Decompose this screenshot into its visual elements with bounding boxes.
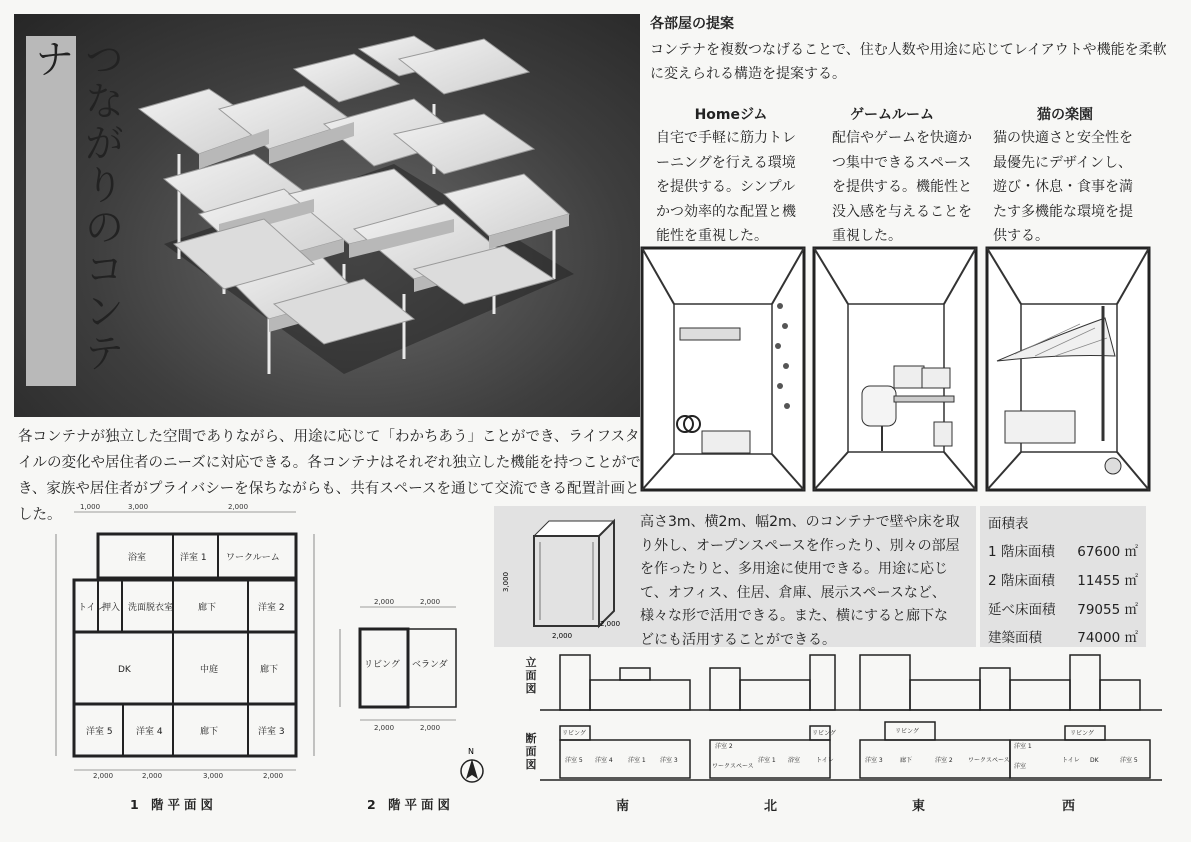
room-wash: 洗面脱衣室 xyxy=(128,603,174,613)
sec-s-0: リビング xyxy=(562,730,586,737)
sec-w-5: 洋室 5 xyxy=(1120,757,1138,764)
room-dk: DK xyxy=(118,665,131,675)
room-body-gym: 自宅で手軽に筋力トレーニングを行える環境を提供する。シンプルかつ効率的な配置と機能性を重視した。 xyxy=(656,130,796,244)
dim-bottom-3: 2,000 xyxy=(263,772,284,780)
sec-e-0: リビング xyxy=(895,728,919,735)
direction-north: 北 xyxy=(764,799,778,814)
container-dim-h: 3,000 xyxy=(502,571,510,592)
sketch-game-room xyxy=(812,246,978,492)
room-work: ワークルーム xyxy=(226,553,280,563)
area-row: 1 階床面積 67600 ㎡ xyxy=(988,544,1138,560)
room-hall3: 廊下 xyxy=(200,727,219,737)
sec-s-2: 洋室 4 xyxy=(595,757,613,764)
area-row: 建築面積 74000 ㎡ xyxy=(988,630,1138,646)
dim-bottom-1: 2,000 xyxy=(142,772,163,780)
container-info-text: 高さ3m、横2m、幅2m、のコンテナで壁や床を取り外し、オープンスペースを作ったり、別々の部屋を作ったりと、多用途に使用できる。用途に応じて、オフィス、住居、倉庫、展示スペースなど、様々な形で活用できる。また、横にすると廊下などにも活用することができる。 xyxy=(640,514,960,648)
title-banner xyxy=(26,36,124,386)
dim-bottom-2: 3,000 xyxy=(203,772,224,780)
sec-s-4: 洋室 3 xyxy=(660,757,678,764)
sec-w-1: リビング xyxy=(1070,730,1094,737)
dim-top-1: 3,000 xyxy=(128,503,149,511)
sec-n-5: リビング xyxy=(812,730,836,737)
dim-top-2: 2,000 xyxy=(228,503,249,511)
area-row: 2 階床面積 11455 ㎡ xyxy=(988,573,1138,589)
sec-w-4: DK xyxy=(1090,757,1099,764)
container-dim-w: 2,000 xyxy=(552,632,573,640)
sec-e-4: ワークスペース xyxy=(968,757,1010,764)
sec-s-3: 洋室 1 xyxy=(628,757,646,764)
sec-w-0: 洋室 1 xyxy=(1014,743,1032,750)
room-bath: 浴室 xyxy=(128,553,147,563)
floor2-plan xyxy=(330,595,490,735)
room-oshi: 押入 xyxy=(102,603,121,613)
f2-dim-0: 2,000 xyxy=(374,598,395,606)
room-living: リビング xyxy=(364,660,400,670)
area-table xyxy=(980,506,1146,647)
room-title-gym: Homeジム xyxy=(694,107,768,123)
sec-n-2: 洋室 1 xyxy=(758,757,776,764)
floor1-label: 1 階平面図 xyxy=(130,797,218,812)
room-toilet: トイレ xyxy=(78,603,105,613)
room-court: 中庭 xyxy=(200,665,219,675)
sec-e-2: 廊下 xyxy=(900,757,913,764)
f2-dim-2: 2,000 xyxy=(374,724,395,732)
f2-dim-3: 2,000 xyxy=(420,724,441,732)
sec-n-1: ワークスペース xyxy=(712,763,754,770)
section-label: 断面図 xyxy=(525,732,537,771)
room-body-game: 配信やゲームを快適かつ集中できるスペースを提供する。機能性と没入感を与えることを重視した。 xyxy=(832,130,972,244)
room-w3: 洋室 3 xyxy=(258,727,285,737)
direction-west: 西 xyxy=(1062,799,1076,814)
sec-e-3: 洋室 2 xyxy=(935,757,953,764)
room-title-cat: 猫の楽園 xyxy=(1037,107,1093,123)
sec-n-4: トイレ xyxy=(816,757,834,764)
sec-w-3: トイレ xyxy=(1062,757,1080,764)
sketch-gym xyxy=(640,246,806,492)
sketch-cat-paradise xyxy=(985,246,1151,492)
area-table-title: 面積表 xyxy=(988,516,1029,532)
elevation-label: 立面図 xyxy=(525,656,537,695)
proposal-intro: コンテナを複数つなげることで、住む人数や用途に応じてレイアウトや機能を柔軟に変えられる構造を提案する。 xyxy=(650,42,1167,82)
room-veranda: ベランダ xyxy=(412,660,448,670)
room-body-cat: 猫の快適さと安全性を最優先にデザインし、遊び・休息・食事を満たす多機能な環境を提供する。 xyxy=(993,130,1133,244)
north-arrow-icon xyxy=(458,745,486,787)
sec-w-2: 洋室 xyxy=(1014,763,1027,770)
room-title-game: ゲームルーム xyxy=(850,107,934,123)
sec-e-1: 洋室 3 xyxy=(865,757,883,764)
container-dim-d: 2,000 xyxy=(600,620,621,628)
direction-south: 南 xyxy=(616,799,630,814)
dim-top-0: 1,000 xyxy=(80,503,101,511)
room-hall2: 廊下 xyxy=(260,665,279,675)
room-w2: 洋室 2 xyxy=(258,603,285,613)
design-description: 各コンテナが独立した空間でありながら、用途に応じて「わかちあう」ことができ、ライフスタイルの変化や居住者のニーズに対応できる。各コンテナはそれぞれ独立した機能を持つことができ、家族や居住者がプライバシーを保ちながらも、共有スペースを通じて交流できる配置計画とした。 xyxy=(18,429,641,523)
north-label: N xyxy=(468,747,474,756)
room-w4: 洋室 4 xyxy=(136,727,163,737)
container-diagram xyxy=(494,506,634,647)
room-w5: 洋室 5 xyxy=(86,727,113,737)
dim-bottom-0: 2,000 xyxy=(93,772,114,780)
floor2-label: 2 階平面図 xyxy=(367,797,455,812)
room-w1: 洋室 1 xyxy=(180,553,207,563)
floor1-plan xyxy=(48,500,338,790)
room-hall1: 廊下 xyxy=(198,603,217,613)
direction-east: 東 xyxy=(912,799,926,814)
page-title: つながりのコンテナ xyxy=(28,38,124,374)
area-row: 延べ床面積 79055 ㎡ xyxy=(988,602,1138,618)
proposal-heading: 各部屋の提案 xyxy=(650,16,734,32)
sec-n-3: 浴室 xyxy=(788,757,801,764)
sec-s-1: 洋室 5 xyxy=(565,757,583,764)
sec-n-0: 洋室 2 xyxy=(715,743,733,750)
f2-dim-1: 2,000 xyxy=(420,598,441,606)
elevation-drawings xyxy=(540,650,1162,790)
